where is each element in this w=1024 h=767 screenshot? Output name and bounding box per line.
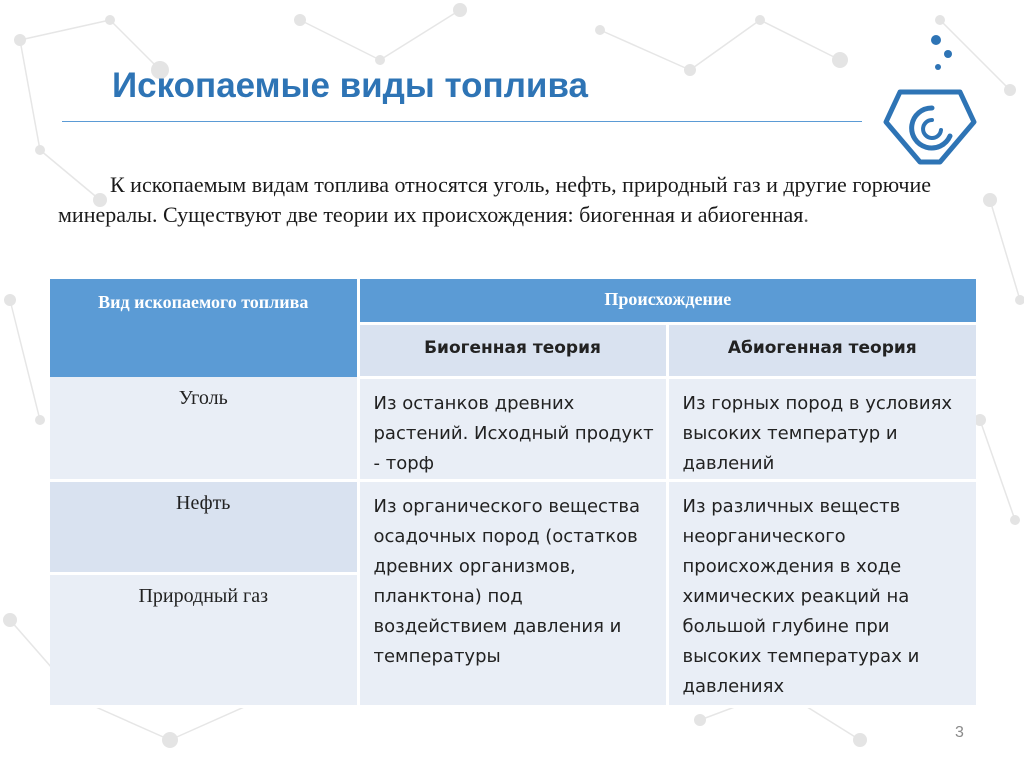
- header-biogenic-theory: Биогенная теория: [358, 324, 667, 377]
- fuel-kind-oil: Нефть: [50, 481, 358, 574]
- intro-text: К ископаемым видам топлива относятся уголь, нефть, природный газ и другие горючие минералы. Существуют две теории их происхождения: биогенная и абиогенная: [58, 172, 931, 227]
- coal-abiogenic: Из горных пород в условиях высоких температур и давлений: [667, 377, 976, 481]
- slide-title: Ископаемые виды топлива: [112, 66, 588, 105]
- page-number: 3: [955, 724, 964, 741]
- oil-gas-biogenic: Из органического вещества осадочных пород (остатков древних организмов, планктона) под воздействием давления и температуры: [358, 481, 667, 707]
- fuel-kind-natural-gas: Природный газ: [50, 574, 358, 707]
- fuel-origin-table: [50, 279, 976, 708]
- table-row: [50, 481, 976, 574]
- title-underline: [62, 121, 862, 122]
- intro-paragraph: [58, 170, 978, 230]
- header-abiogenic-theory: Абиогенная теория: [667, 324, 976, 377]
- oil-gas-abiogenic: Из различных веществ неорганического происхождения в ходе химических реакций на большой глубине при высоких температурах и давлениях: [667, 481, 976, 707]
- intro-tail: .: [803, 202, 809, 227]
- header-fuel-kind: Вид ископаемого топлива: [50, 279, 358, 377]
- header-origin: Происхождение: [358, 279, 976, 324]
- table-row: [50, 377, 976, 481]
- coal-biogenic: Из останков древних растений. Исходный продукт - торф: [358, 377, 667, 481]
- fuel-kind-coal: Уголь: [50, 377, 358, 481]
- flask-logo-icon: [880, 30, 980, 170]
